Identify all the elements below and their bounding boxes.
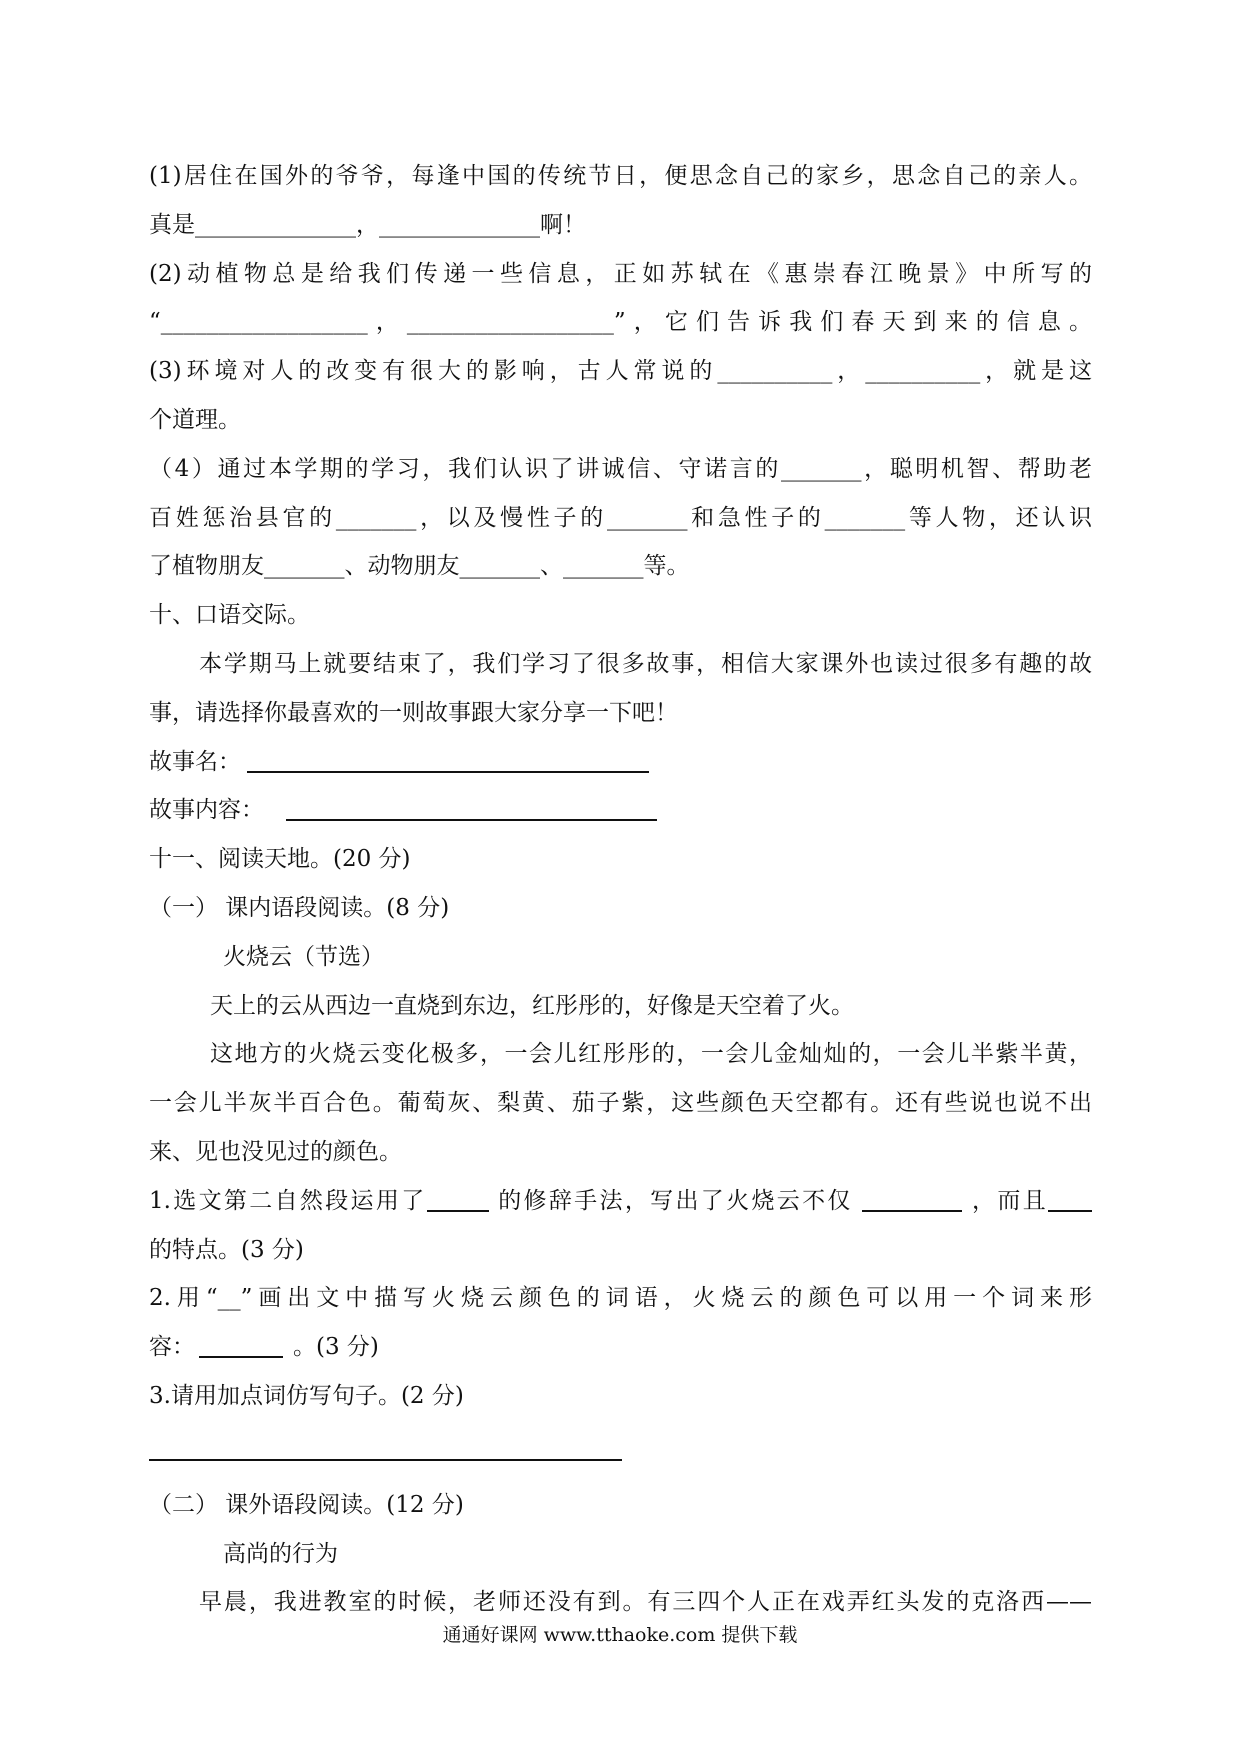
q11-title: 十一、阅读天地。(20 分) [149, 846, 411, 873]
q9-item4-line3: 了植物朋友_______、动物朋友_______、_______等。 [149, 553, 690, 580]
q10-intro-line2: 事，请选择你最喜欢的一则故事跟大家分享一下吧！ [149, 699, 678, 726]
q1-text-b: 的修辞手法，写出了火烧云不仅 [498, 1187, 853, 1214]
story-content-blank[interactable] [286, 793, 657, 821]
story-content-row [149, 786, 1092, 835]
part1-q2-line1: 2.用“__”画出文中描写火烧云颜色的词语，火烧云的颜色可以用一个词来形 [149, 1285, 1092, 1312]
q9-item3-line1: (3)环境对人的改变有很大的影响，古人常说的__________，__________，就是这 [149, 358, 1092, 385]
q9-item1-line1: (1)居住在国外的爷爷，每逢中国的传统节日，便思念自己的家乡，思念自己的亲人。 [149, 163, 1092, 189]
story-name-label: 故事名： [149, 748, 241, 775]
part1-q3: 3.请用加点词仿写句子。(2 分) [149, 1382, 464, 1409]
part1-para1: 天上的云从西边一直烧到东边，红彤彤的，好像是天空着了火。 [210, 992, 854, 1019]
part2-title: （二） 课外语段阅读。(12 分) [149, 1491, 464, 1518]
part2-passage-title: 高尚的行为 [223, 1540, 338, 1567]
story-content-label: 故事内容： [149, 797, 264, 824]
story-name-row [149, 738, 1092, 787]
part1-title: （一） 课内语段阅读。(8 分) [149, 894, 450, 921]
q9-item2-line2: “__________________，__________________”，它们告诉我们春天到来的信息。 [149, 309, 1092, 336]
q9-item2-line1: (2)动植物总是给我们传递一些信息，正如苏轼在《惠崇春江晚景》中所写的 [149, 260, 1092, 287]
exam-page [149, 152, 1092, 1627]
q2-blank[interactable] [199, 1330, 283, 1358]
q10-intro-line1: 本学期马上就要结束了，我们学习了很多故事，相信大家课外也读过很多有趣的故 [199, 650, 1092, 677]
q9-item4-line1: （4）通过本学期的学习，我们认识了讲诚信、守诺言的_______，聪明机智、帮助老 [149, 455, 1092, 482]
part1-para2-line1: 这地方的火烧云变化极多，一会儿红彤彤的，一会儿金灿灿的，一会儿半紫半黄， [210, 1041, 1092, 1068]
part1-para2-line3: 来、见也没见过的颜色。 [149, 1138, 402, 1165]
q2-text-b: 容： [149, 1334, 195, 1361]
q1-blank-3[interactable] [1048, 1184, 1092, 1212]
part1-q2-line2 [149, 1323, 1092, 1372]
q9-item3-line2: 个道理。 [149, 406, 241, 433]
q10-title: 十、口语交际。 [149, 602, 310, 629]
footer-watermark: 通通好课网 www.tthaoke.com 提供下载 [442, 1624, 798, 1646]
q9-item1-line2: 真是______________，______________啊！ [149, 211, 586, 238]
q1-blank-1[interactable] [427, 1184, 489, 1212]
q1-text-a: 1.选文第二自然段运用了 [149, 1187, 427, 1214]
part1-q1-line1 [149, 1177, 1092, 1226]
part1-q1-line2: 的特点。(3 分) [149, 1236, 304, 1263]
part1-para2-line2: 一会儿半灰半百合色。葡萄灰、梨黄、茄子紫，这些颜色天空都有。还有些说也说不出 [149, 1090, 1092, 1117]
part1-passage-title: 火烧云（节选） [223, 943, 384, 970]
q3-answer-line[interactable] [149, 1421, 1092, 1481]
story-name-blank[interactable] [247, 745, 649, 773]
q1-text-c: ，而且 [972, 1187, 1049, 1214]
q1-blank-2[interactable] [862, 1184, 962, 1212]
q9-item4-line2: 百姓惩治县官的_______，以及慢性子的_______和急性子的_______等人物，还认识 [149, 504, 1093, 531]
part2-para1: 早晨，我进教室的时候，老师还没有到。有三四个人正在戏弄红头发的克洛西—— [199, 1589, 1092, 1616]
answer-rule [149, 1459, 622, 1461]
q2-text-c: 。(3 分) [293, 1334, 379, 1361]
